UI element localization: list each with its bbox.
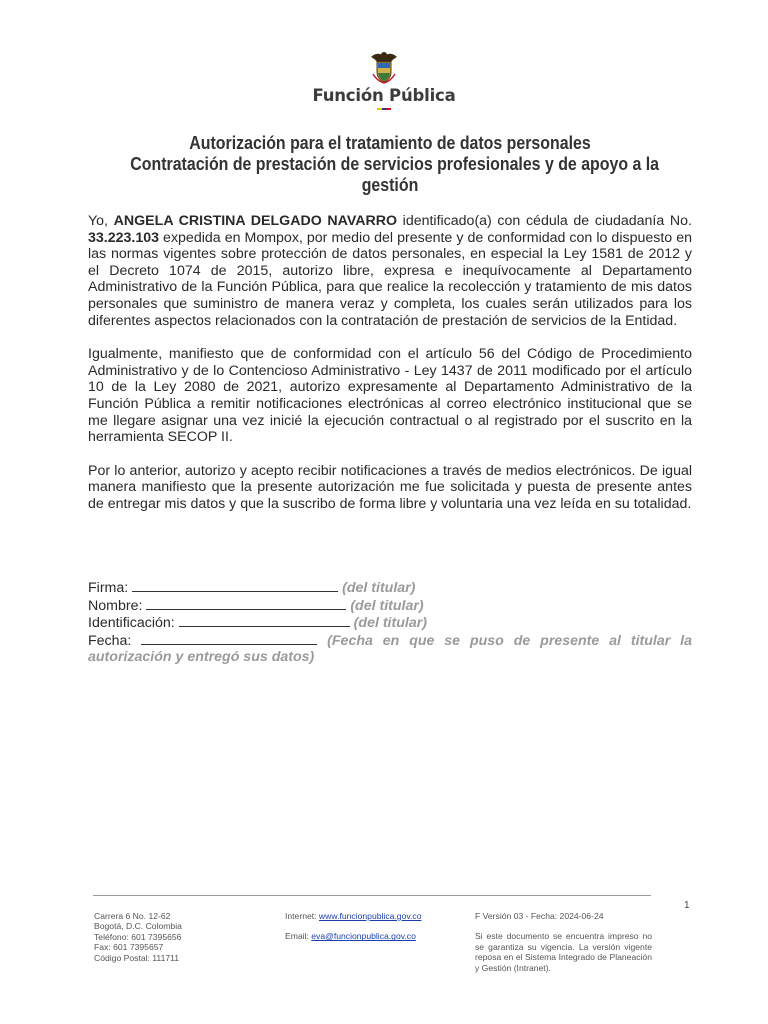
identificacion-hint: (del titular) xyxy=(353,615,427,632)
email-label: Email: xyxy=(285,931,312,942)
paragraph-acceptance: Por lo anterior, autorizo y acepto recibir notificaciones a través de medios electrónicos. De igual manera manifiesto que la presente autorización me fue solicitada y puesta de presente antes de entregar mis datos y que la suscribo de forma libre y voluntaria una vez leída en su totalidad. xyxy=(88,462,692,512)
p1-text-c: expedida en Mompox, por medio del presente y de conformidad con lo dispuesto en las normas vigentes sobre protección de datos personales, en especial la Ley 1581 de 2012 y el Decreto 1074 de 2015, autorizo libre, expresa e inequívocamente al Departamento Administrativo de la Función Pública, para que realice la recolección y tratamiento de mis datos personales que suministro de manera veraz y completa, los cuales serán utilizados para los diferentes aspectos relacionados con la contratación de prestación de servicios de la Entidad. xyxy=(88,229,692,329)
funcion-publica-logo xyxy=(300,50,468,110)
identificacion-label: Identificación: xyxy=(88,615,175,632)
paragraph-authorization xyxy=(88,213,692,329)
validity-note: Si este documento se encuentra impreso no se garantiza su vigencia. La versión vigente reposa en el Sistema Integrado de Planeación y Gestión (Intranet). xyxy=(475,931,652,973)
nombre-line[interactable] xyxy=(146,597,346,610)
title-line-3: gestión xyxy=(361,174,419,195)
firma-line[interactable] xyxy=(132,579,338,592)
postal-code-line: Código Postal: 111711 xyxy=(94,952,180,963)
email-line xyxy=(285,931,460,941)
title-line-1: Autorización para el tratamiento de datos personales xyxy=(189,132,591,153)
nombre-row xyxy=(88,597,692,615)
footer-version xyxy=(475,911,652,973)
fecha-hint: (Fecha en que se puso de presente al titular la autorización y entregó sus datos) xyxy=(88,632,692,666)
internet-line xyxy=(285,911,460,921)
identificacion-row xyxy=(88,614,692,632)
fecha-label: Fecha: xyxy=(88,632,132,649)
version-line: F Versión 03 - Fecha: 2024-06-24 xyxy=(475,911,604,921)
holder-name: ANGELA CRISTINA DELGADO NAVARRO xyxy=(113,213,398,229)
logo-wordmark: Función Pública xyxy=(312,86,456,105)
footer-address xyxy=(94,911,264,963)
fecha-line[interactable] xyxy=(141,632,317,645)
holder-id-number: 33.223.103 xyxy=(88,229,160,246)
p1-text-a: Yo, xyxy=(88,213,114,229)
title-line-2: Contratación de prestación de servicios profesionales y de apoyo a la xyxy=(130,153,660,174)
firma-hint: (del titular) xyxy=(342,580,416,596)
address-line: Bogotá, D.C. Colombia xyxy=(94,921,182,932)
address-line: Carrera 6 No. 12-62 xyxy=(94,911,171,921)
signature-block xyxy=(88,579,692,666)
identificacion-line[interactable] xyxy=(179,614,350,627)
flag-stripe xyxy=(377,108,391,110)
internet-label: Internet: xyxy=(285,911,319,921)
paragraph-notifications: Igualmente, manifiesto que de conformidad con el artículo 56 del Código de Procedimiento Administrativo y de lo Contencioso Administrativo - Ley 1437 de 2011 modificado por el artículo 10 de la Ley 2080 de 2021, autorizo expresamente al Departamento Administrativo de la Función Pública a remitir notificaciones electrónicas al correo electrónico institucional que se me llegare asignar una vez inicié la ejecución contractual o al registrado por el suscrito en la herramienta SECOP II. xyxy=(88,346,692,446)
fecha-row xyxy=(88,632,692,666)
firma-row xyxy=(88,579,692,597)
email-link[interactable]: eva@funcionpublica.gov.co xyxy=(311,931,416,942)
footer-contact xyxy=(285,911,460,942)
coat-of-arms-icon xyxy=(369,50,399,84)
website-link[interactable]: www.funcionpublica.gov.co xyxy=(318,911,422,921)
page-number: 1 xyxy=(684,900,690,911)
footer-divider xyxy=(93,895,651,896)
nombre-hint: (del titular) xyxy=(350,597,424,614)
firma-label: Firma: xyxy=(88,580,129,596)
document-title xyxy=(130,132,660,195)
phone-line: Teléfono: 601 7395656 xyxy=(94,931,182,942)
flag-red xyxy=(386,108,391,110)
nombre-label: Nombre: xyxy=(88,597,143,614)
fax-line: Fax: 601 7395657 xyxy=(94,942,164,953)
p1-text-b: identificado(a) con cédula de ciudadanía No. xyxy=(397,213,692,229)
document-body xyxy=(88,213,692,530)
